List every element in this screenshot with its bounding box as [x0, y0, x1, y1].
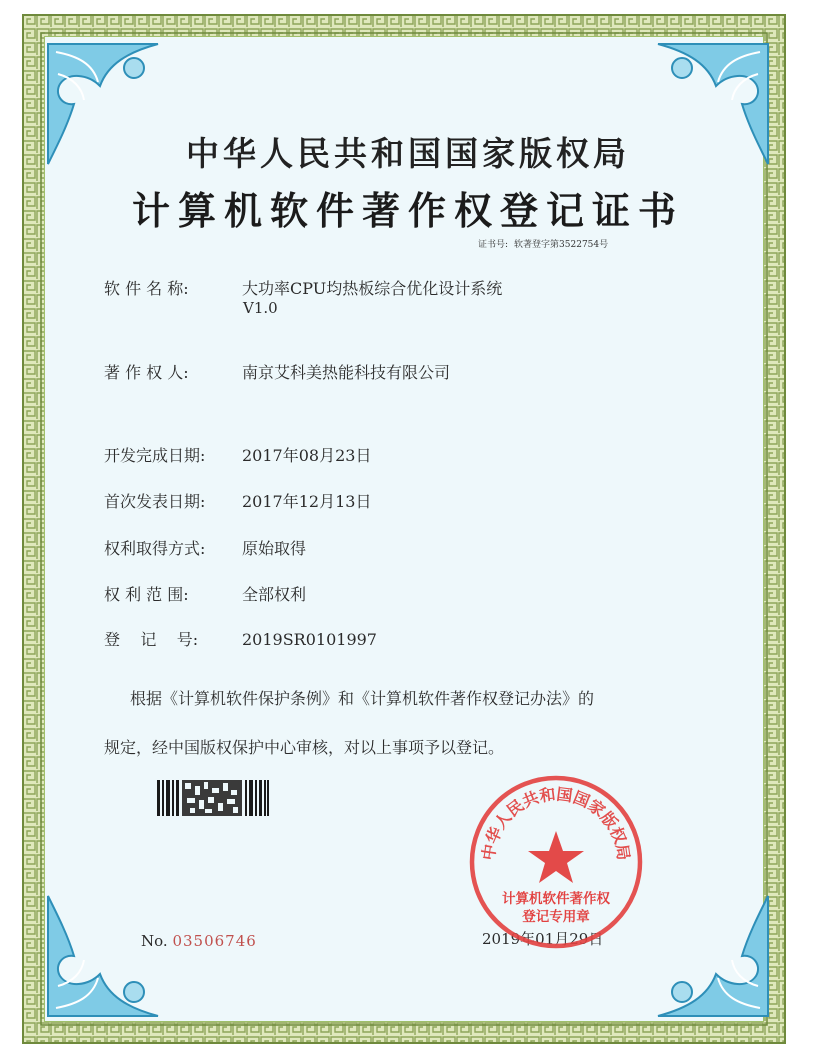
field-value: 2017年08月23日: [242, 446, 372, 465]
field-software-version: V1.0: [243, 299, 278, 317]
field-development-date: [104, 443, 371, 466]
seal-ring-text: 中华人民共和国国家版权局: [478, 784, 634, 862]
field-value: 原始取得: [242, 539, 307, 558]
field-label: 权利取得方式:: [104, 539, 206, 558]
field-value: 2017年12月13日: [242, 492, 372, 511]
certificate-number-value: 软著登字第3522754号: [514, 240, 609, 250]
serial-number-value: 03506746: [172, 932, 257, 950]
seal-center-line-1: 计算机软件著作权: [502, 891, 610, 907]
issuing-authority: 中华人民共和国国家版权局: [186, 134, 630, 173]
field-label: 著 作 权 人:: [104, 363, 189, 382]
field-value: 大功率CPU均热板综合优化设计系统: [242, 279, 503, 298]
field-value: 南京艾科美热能科技有限公司: [242, 363, 451, 382]
issue-date: 2019年01月29日: [482, 930, 604, 948]
field-label: 登 记 号:: [104, 630, 199, 649]
field-label: 权 利 范 围:: [104, 585, 189, 604]
field-label: 软 件 名 称:: [104, 279, 189, 298]
field-label: 首次发表日期:: [104, 492, 206, 511]
seal-star-icon: [528, 831, 584, 883]
field-software-name: [104, 276, 502, 299]
certificate-number-label: 证书号:: [478, 240, 509, 250]
corner-ornament-bottom-right: [628, 886, 778, 1026]
field-rights-scope: [104, 582, 306, 605]
certificate-title: 计算机软件著作权登记证书: [131, 188, 684, 233]
corner-ornament-bottom-left: [38, 886, 188, 1026]
field-registration-number: [104, 627, 377, 650]
legal-basis-line-2: 规定，经中国版权保护中心审核，对以上事项予以登记。: [104, 738, 505, 757]
serial-number-label: No.: [141, 932, 168, 950]
field-owner: [104, 360, 450, 383]
field-publication-date: [104, 489, 371, 512]
field-value: 全部权利: [242, 585, 307, 604]
field-acquisition-method: [104, 536, 306, 559]
seal-center-line-2: 登记专用章: [522, 909, 590, 925]
legal-basis-line-1: 根据《计算机软件保护条例》和《计算机软件著作权登记办法》的: [130, 689, 595, 708]
field-label: 开发完成日期:: [104, 446, 206, 465]
certificate-number: [478, 237, 608, 250]
official-seal: [467, 773, 645, 951]
barcode: [157, 778, 269, 818]
serial-number: [141, 932, 257, 950]
field-value: 2019SR0101997: [242, 630, 377, 649]
